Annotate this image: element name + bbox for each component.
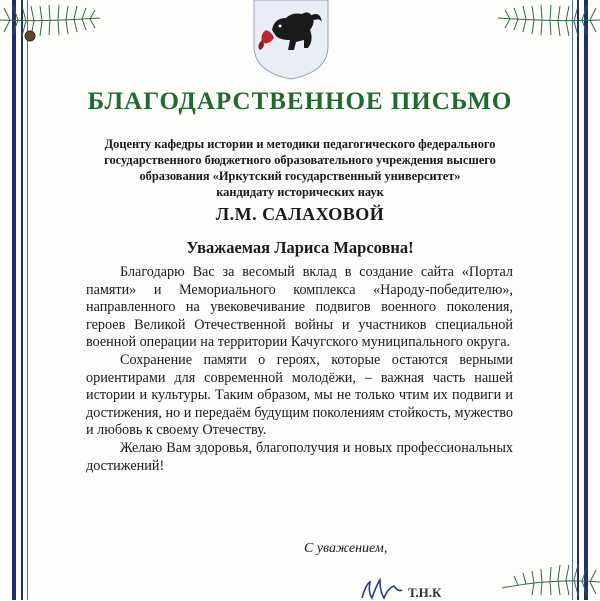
recipient-name: Л.М. САЛАХОВОЙ <box>215 204 385 224</box>
left-border-inner <box>21 0 23 600</box>
greeting: Уважаемая Лариса Марсовна! <box>186 238 414 257</box>
right-border-inner <box>577 0 579 600</box>
left-border-thin <box>27 0 28 600</box>
handwritten-signature <box>358 578 406 600</box>
body-paragraph: Сохранение памяти о героях, которые остаются верными ориентирами для современной молодёжи, – важная часть нашей истории и культуры. Таким образом, мы не только чтим их подвиги и достижения, но и передаём будущим поколениям стойкость, мужество и любовь к своему Отечеству. <box>86 351 513 439</box>
pine-branch-icon <box>492 548 600 600</box>
addressee-line: Доценту кафедры истории и методики педагогического федерального <box>104 137 496 151</box>
addressee-line: образования «Иркутский государственный университет» <box>139 169 461 183</box>
body-paragraph: Желаю Вам здоровья, благополучия и новых профессиональных достижений! <box>86 439 513 474</box>
letter-title: БЛАГОДАРСТВЕННОЕ ПИСЬМО <box>87 88 513 115</box>
left-border-outer <box>12 0 16 600</box>
pine-branch-icon <box>488 0 600 50</box>
addressee-block <box>62 136 538 200</box>
right-border-outer <box>584 0 588 600</box>
addressee-line: кандидату исторических наук <box>216 185 384 199</box>
addressee-line: государственного бюджетного образовательного учреждения высшего <box>104 153 496 167</box>
body-paragraph: Благодарю Вас за весомый вклад в создание сайта «Портал памяти» и Мемориального комплекса «Народу-победителю», направленного на увековечивание подвигов военного поколения, героев Великой Отечественной войны и участников специальной военной операции на территории Качугского муниципального округа. <box>86 264 513 351</box>
signer-name: Т.Н.К <box>408 585 442 600</box>
pine-branch-icon <box>0 0 110 50</box>
right-border-thin <box>572 0 573 600</box>
irkutsk-coat-of-arms-icon <box>250 0 332 80</box>
letter-body <box>86 264 513 475</box>
closing-phrase: С уважением, <box>304 541 388 556</box>
